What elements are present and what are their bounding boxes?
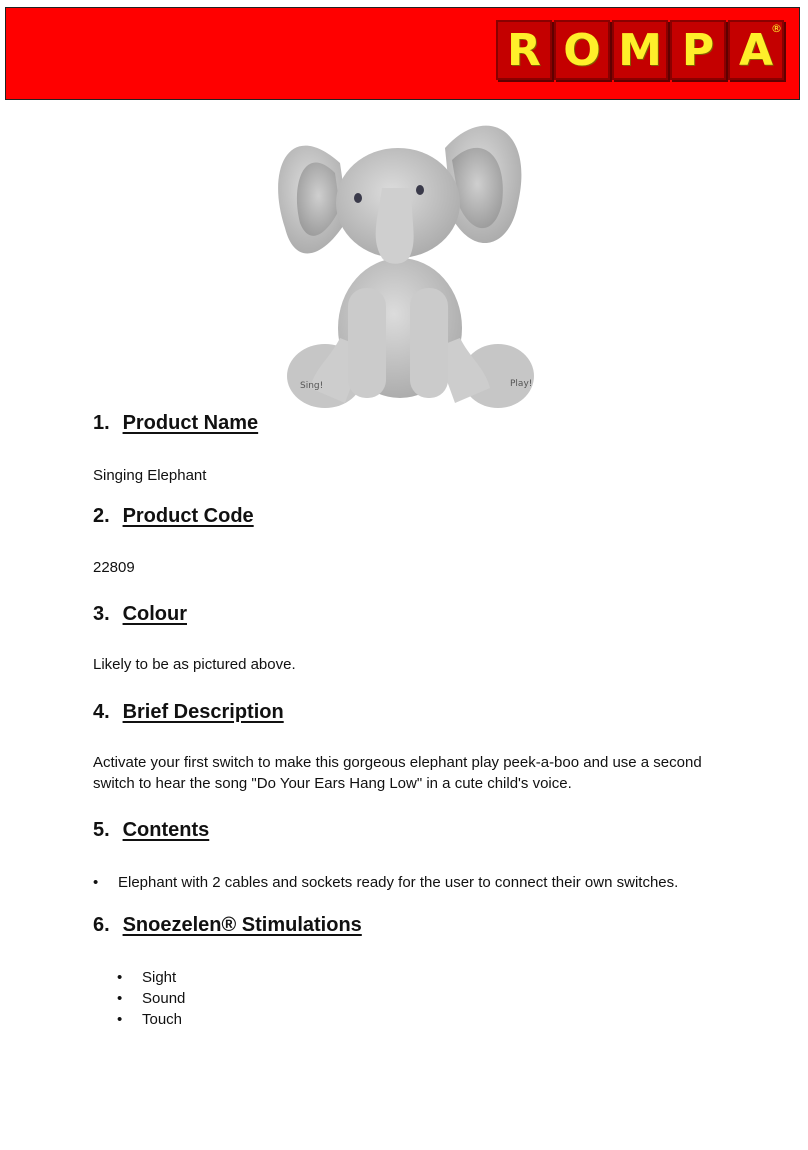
section-number: 1. <box>93 412 110 434</box>
list-item: • Sight <box>117 967 185 988</box>
section-heading-brief-description <box>93 701 284 724</box>
section-number: 4. <box>93 701 110 723</box>
section-title: Product Code <box>122 505 254 527</box>
section-heading-product-code <box>93 505 254 528</box>
section-number: 5. <box>93 819 110 841</box>
list-item: • Sound <box>117 988 185 1009</box>
svg-text:Play!: Play! <box>510 379 533 389</box>
svg-text:Sing!: Sing! <box>300 381 324 391</box>
header-bar <box>5 7 800 100</box>
registered-mark: ® <box>771 22 782 35</box>
trunk <box>376 188 414 264</box>
product-name-value: Singing Elephant <box>93 467 207 484</box>
section-number: 3. <box>93 603 110 625</box>
section-title: Snoezelen® Stimulations <box>122 914 362 936</box>
list-item: • Elephant with 2 cables and sockets ready for the user to connect their own switches. <box>93 872 678 893</box>
eye-left <box>354 193 362 203</box>
logo-letter: A <box>728 20 784 80</box>
colour-value: Likely to be as pictured above. <box>93 656 296 673</box>
product-image <box>270 108 533 418</box>
brief-description-text: Activate your first switch to make this gorgeous elephant play peek-a-boo and use a second switch to hear the song "Do Your Ears Hang Low" in a cute child's voice. <box>93 754 702 792</box>
product-code-value: 22809 <box>93 559 135 576</box>
list-item: • Touch <box>117 1009 185 1030</box>
section-heading-snoezelen-stimulations <box>93 914 362 937</box>
logo-letter: O <box>554 20 610 80</box>
stimulations-list <box>117 967 185 1030</box>
section-title: Colour <box>122 603 187 625</box>
section-number: 2. <box>93 505 110 527</box>
section-heading-product-name <box>93 412 258 435</box>
section-title: Contents <box>122 819 210 841</box>
section-title: Brief Description <box>122 701 284 723</box>
rompa-logo <box>496 20 784 80</box>
logo-letter: M <box>612 20 668 80</box>
left-paw <box>348 288 386 398</box>
eye-right <box>416 185 424 195</box>
section-heading-contents <box>93 819 209 842</box>
logo-letter: R <box>496 20 552 80</box>
section-heading-colour <box>93 603 187 626</box>
right-paw <box>410 288 448 398</box>
section-title: Product Name <box>122 412 259 434</box>
section-number: 6. <box>93 914 110 936</box>
logo-letter: P <box>670 20 726 80</box>
contents-list <box>93 872 678 893</box>
